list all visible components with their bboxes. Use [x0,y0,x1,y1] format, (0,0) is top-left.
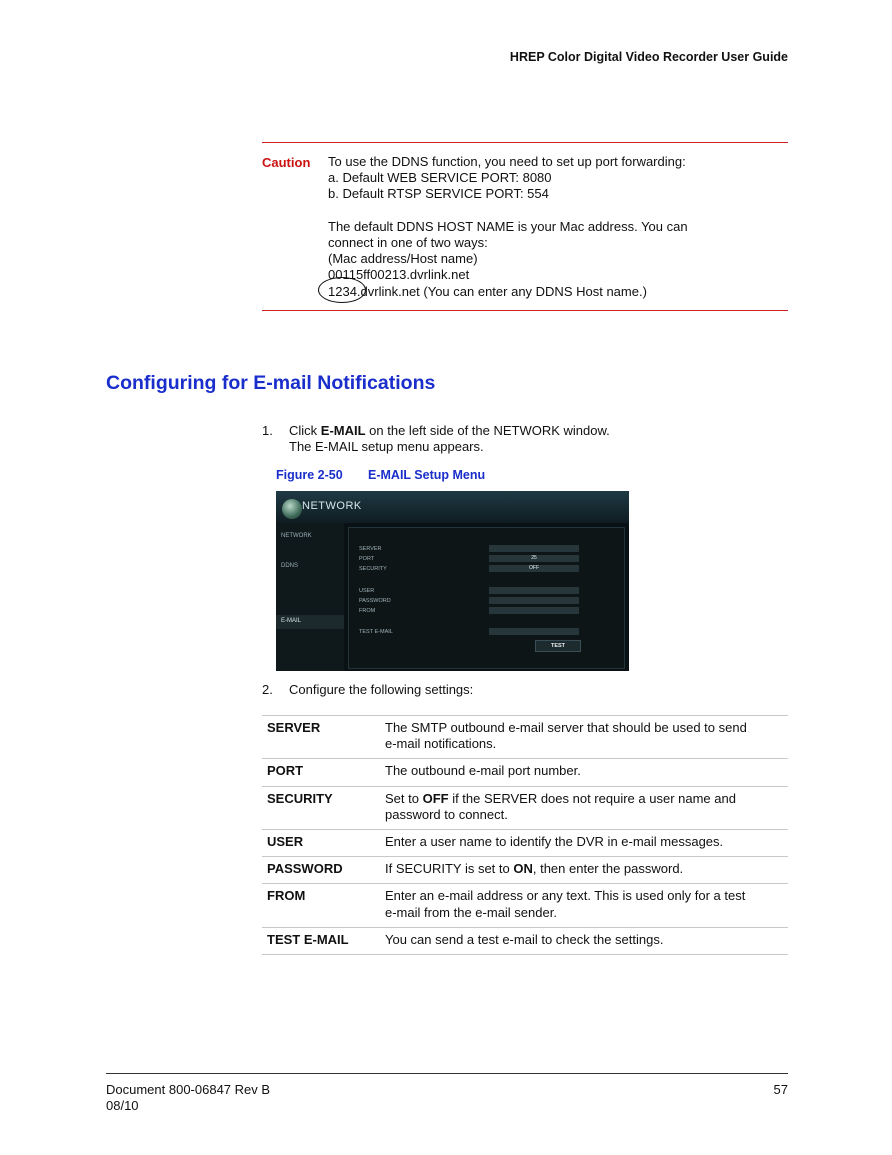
screenshot-panel [348,527,625,669]
sidebar-item-network: NETWORK [281,533,312,539]
step-text: Configure the following settings: [289,682,474,697]
caution-line: (Mac address/Host name) [328,251,478,267]
document-date: 08/10 [106,1098,139,1113]
setting-description: The SMTP outbound e-mail server that should be used to send e-mail notifications. [385,716,788,759]
caution-line: The default DDNS HOST NAME is your Mac address. You can [328,218,688,234]
setting-name: PORT [262,759,385,786]
footer-document-info [106,1082,270,1114]
setting-description: Enter a user name to identify the DVR in e-mail messages. [385,830,788,857]
running-header: HREP Color Digital Video Recorder User Guide [509,50,788,64]
caution-line: a. Default WEB SERVICE PORT: 8080 [328,170,552,186]
step-text: Click E-MAIL on the left side of the NETWORK window. The E-MAIL setup menu appears. [289,423,610,455]
globe-icon [282,499,302,519]
setting-name: USER [262,830,385,857]
figure-number: Figure 2-50 [276,468,343,482]
setting-name: SERVER [262,716,385,759]
row-label-server: SERVER [359,546,382,552]
sidebar-item-e-mail: E-MAIL [281,618,302,624]
page-number: 57 [773,1082,788,1097]
table-row [262,857,788,884]
setting-description: If SECURITY is set to ON, then enter the password. [385,857,788,884]
user-field [489,587,579,594]
server-field [489,545,579,552]
setting-description: You can send a test e-mail to check the settings. [385,927,788,954]
caution-line: b. Default RTSP SERVICE PORT: 554 [328,186,549,202]
section-title: Configuring for E-mail Notifications [106,372,436,394]
setting-name: PASSWORD [262,857,385,884]
row-label-test-e-mail: TEST E-MAIL [359,629,393,635]
from-field [489,607,579,614]
screenshot-title: NETWORK [302,500,362,512]
caution-line: 00115ff00213.dvrlink.net [328,267,470,283]
security-field: OFF [489,565,579,572]
settings-table [262,715,788,955]
screenshot-sidebar [276,523,344,671]
step-result: The E-MAIL setup menu appears. [289,439,484,455]
table-row [262,830,788,857]
table-row [262,884,788,927]
caution-box [262,142,788,311]
setting-description: Enter an e-mail address or any text. This is used only for a test e-mail from the e-mail sender. [385,884,788,927]
table-row [262,716,788,759]
test-button: TEST [535,640,581,652]
setting-name: SECURITY [262,786,385,829]
footer-rule [106,1073,788,1074]
caution-line: connect in one of two ways: [328,235,488,251]
screenshot-titlebar [276,491,629,523]
step-2 [262,682,788,700]
email-setup-screenshot [276,491,629,671]
document-number: Document 800-06847 Rev B [106,1082,271,1097]
setting-description: The outbound e-mail port number. [385,759,788,786]
step-number: 2. [262,682,273,697]
caution-line [328,203,688,219]
test-e-mail-field [489,628,579,635]
emphasis-e-mail: E-MAIL [320,423,366,438]
table-row [262,759,788,786]
step-1 [262,423,788,457]
setting-description: Set to OFF if the SERVER does not require a user name and password to connect. [385,786,788,829]
caution-text [328,154,688,300]
row-label-user: USER [359,588,375,594]
hand-drawn-circle-annotation [318,277,366,303]
figure-title: E-MAIL Setup Menu [368,468,486,482]
setting-name: FROM [262,884,385,927]
table-row [262,786,788,829]
figure-caption [276,468,485,482]
table-row [262,927,788,954]
row-label-port: PORT [359,556,375,562]
sidebar-item-ddns: DDNS [281,563,299,569]
setting-name: TEST E-MAIL [262,927,385,954]
caution-line: 1234.dvrlink.net (You can enter any DDNS Host name.) [328,283,647,299]
caution-label: Caution [262,155,311,170]
row-label-security: SECURITY [359,566,387,572]
password-field [489,597,579,604]
step-number: 1. [262,423,273,438]
row-label-password: PASSWORD [359,598,391,604]
row-label-from: FROM [359,608,376,614]
port-field: 25 [489,555,579,562]
caution-line: To use the DDNS function, you need to set up port forwarding: [328,154,686,169]
